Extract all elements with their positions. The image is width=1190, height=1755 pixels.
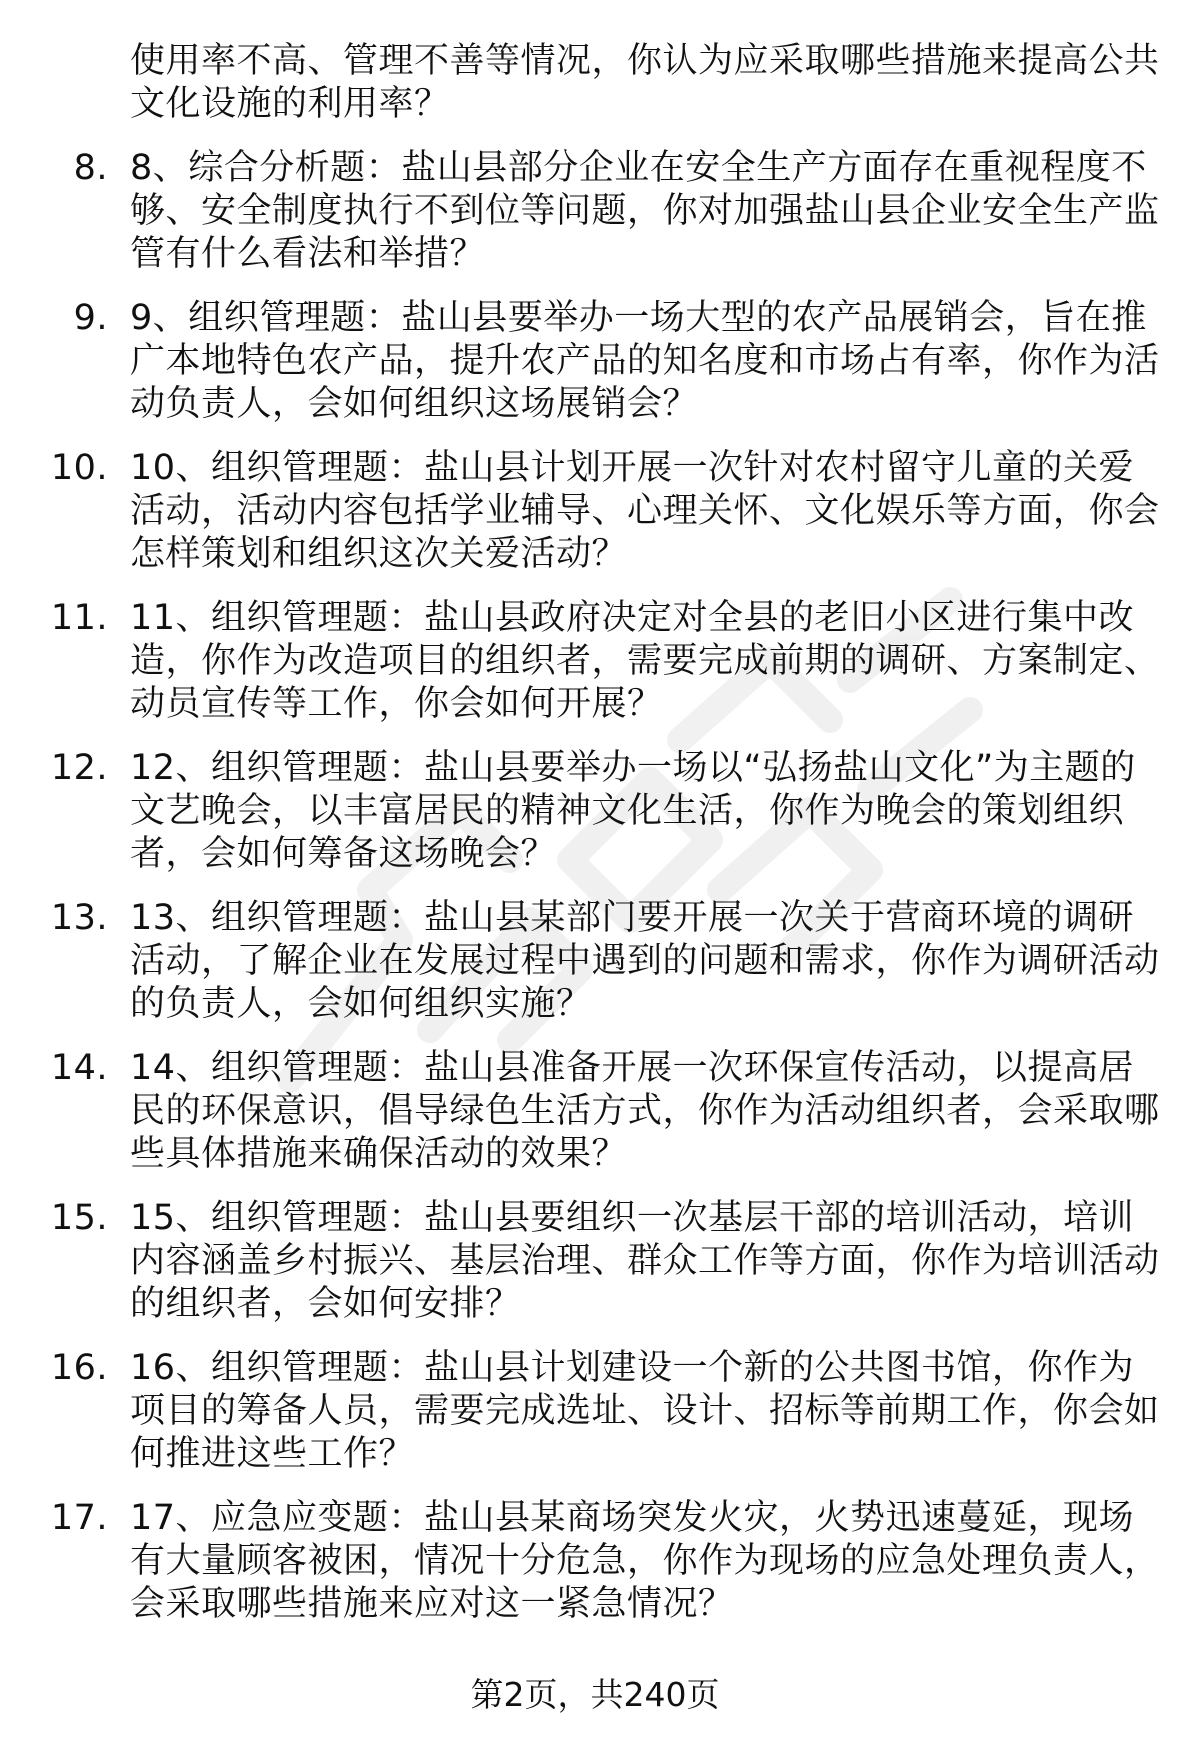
list-item bbox=[50, 747, 1165, 876]
list-item-number: 17. bbox=[50, 1498, 108, 1538]
list-item-text: 8、综合分析题：盐山县部分企业在安全生产方面存在重视程度不够、安全制度执行不到位等问题，你对加强盐山县企业安全生产监管有什么看法和举措？ bbox=[130, 148, 1160, 274]
list-item-number: 12. bbox=[50, 748, 108, 788]
list-item bbox=[73, 147, 1165, 276]
document-body bbox=[0, 40, 1190, 1626]
list-item bbox=[50, 1197, 1165, 1326]
list-item bbox=[50, 597, 1165, 726]
list-item-number: 14. bbox=[50, 1048, 108, 1088]
page-footer: 第2页，共240页 bbox=[470, 1675, 720, 1714]
list-item-text: 17、应急应变题：盐山县某商场突发火灾，火势迅速蔓延，现场有大量顾客被困，情况十分危急，你作为现场的应急处理负责人，会采取哪些措施来应对这一紧急情况？ bbox=[130, 1498, 1160, 1624]
list-item-text: 10、组织管理题：盐山县计划开展一次针对农村留守儿童的关爱活动，活动内容包括学业辅导、心理关怀、文化娱乐等方面，你会怎样策划和组织这次关爱活动？ bbox=[130, 448, 1160, 574]
list-item-text: 13、组织管理题：盐山县某部门要开展一次关于营商环境的调研活动，了解企业在发展过程中遇到的问题和需求，你作为调研活动的负责人，会如何组织实施？ bbox=[130, 898, 1160, 1024]
list-item-text: 11、组织管理题：盐山县政府决定对全县的老旧小区进行集中改造，你作为改造项目的组织者，需要完成前期的调研、方案制定、动员宣传等工作，你会如何开展？ bbox=[130, 598, 1160, 724]
list-item-text: 15、组织管理题：盐山县要组织一次基层干部的培训活动，培训内容涵盖乡村振兴、基层治理、群众工作等方面，你作为培训活动的组织者，会如何安排？ bbox=[130, 1198, 1160, 1324]
list-item-number: 8. bbox=[73, 148, 108, 188]
list-item bbox=[50, 897, 1165, 1026]
list-item bbox=[50, 447, 1165, 576]
list-item-number: 11. bbox=[50, 598, 108, 638]
list-item-text: 16、组织管理题：盐山县计划建设一个新的公共图书馆，你作为项目的筹备人员，需要完成选址、设计、招标等前期工作，你会如何推进这些工作？ bbox=[130, 1348, 1160, 1474]
list-item-number: 10. bbox=[50, 448, 108, 488]
list-item-number: 15. bbox=[50, 1198, 108, 1238]
list-item-number: 16. bbox=[50, 1348, 108, 1388]
list-item bbox=[50, 1047, 1165, 1176]
list-item-number: 13. bbox=[50, 898, 108, 938]
list-item-text: 12、组织管理题：盐山县要举办一场以“弘扬盐山文化”为主题的文艺晚会，以丰富居民的精神文化生活，你作为晚会的策划组织者，会如何筹备这场晚会？ bbox=[130, 748, 1136, 874]
list-item-number: 9. bbox=[73, 298, 108, 338]
list-item-text: 14、组织管理题：盐山县准备开展一次环保宣传活动，以提高居民的环保意识，倡导绿色生活方式，你作为活动组织者，会采取哪些具体措施来确保活动的效果？ bbox=[130, 1048, 1160, 1174]
list-item bbox=[73, 297, 1165, 426]
list-item-text: 9、组织管理题：盐山县要举办一场大型的农产品展销会，旨在推广本地特色农产品，提升农产品的知名度和市场占有率，你作为活动负责人，会如何组织这场展销会？ bbox=[130, 298, 1160, 424]
list-item bbox=[50, 1497, 1165, 1626]
continuation-paragraph: 使用率不高、管理不善等情况，你认为应采取哪些措施来提高公共文化设施的利用率？ bbox=[130, 41, 1160, 124]
list-item bbox=[50, 1347, 1165, 1476]
